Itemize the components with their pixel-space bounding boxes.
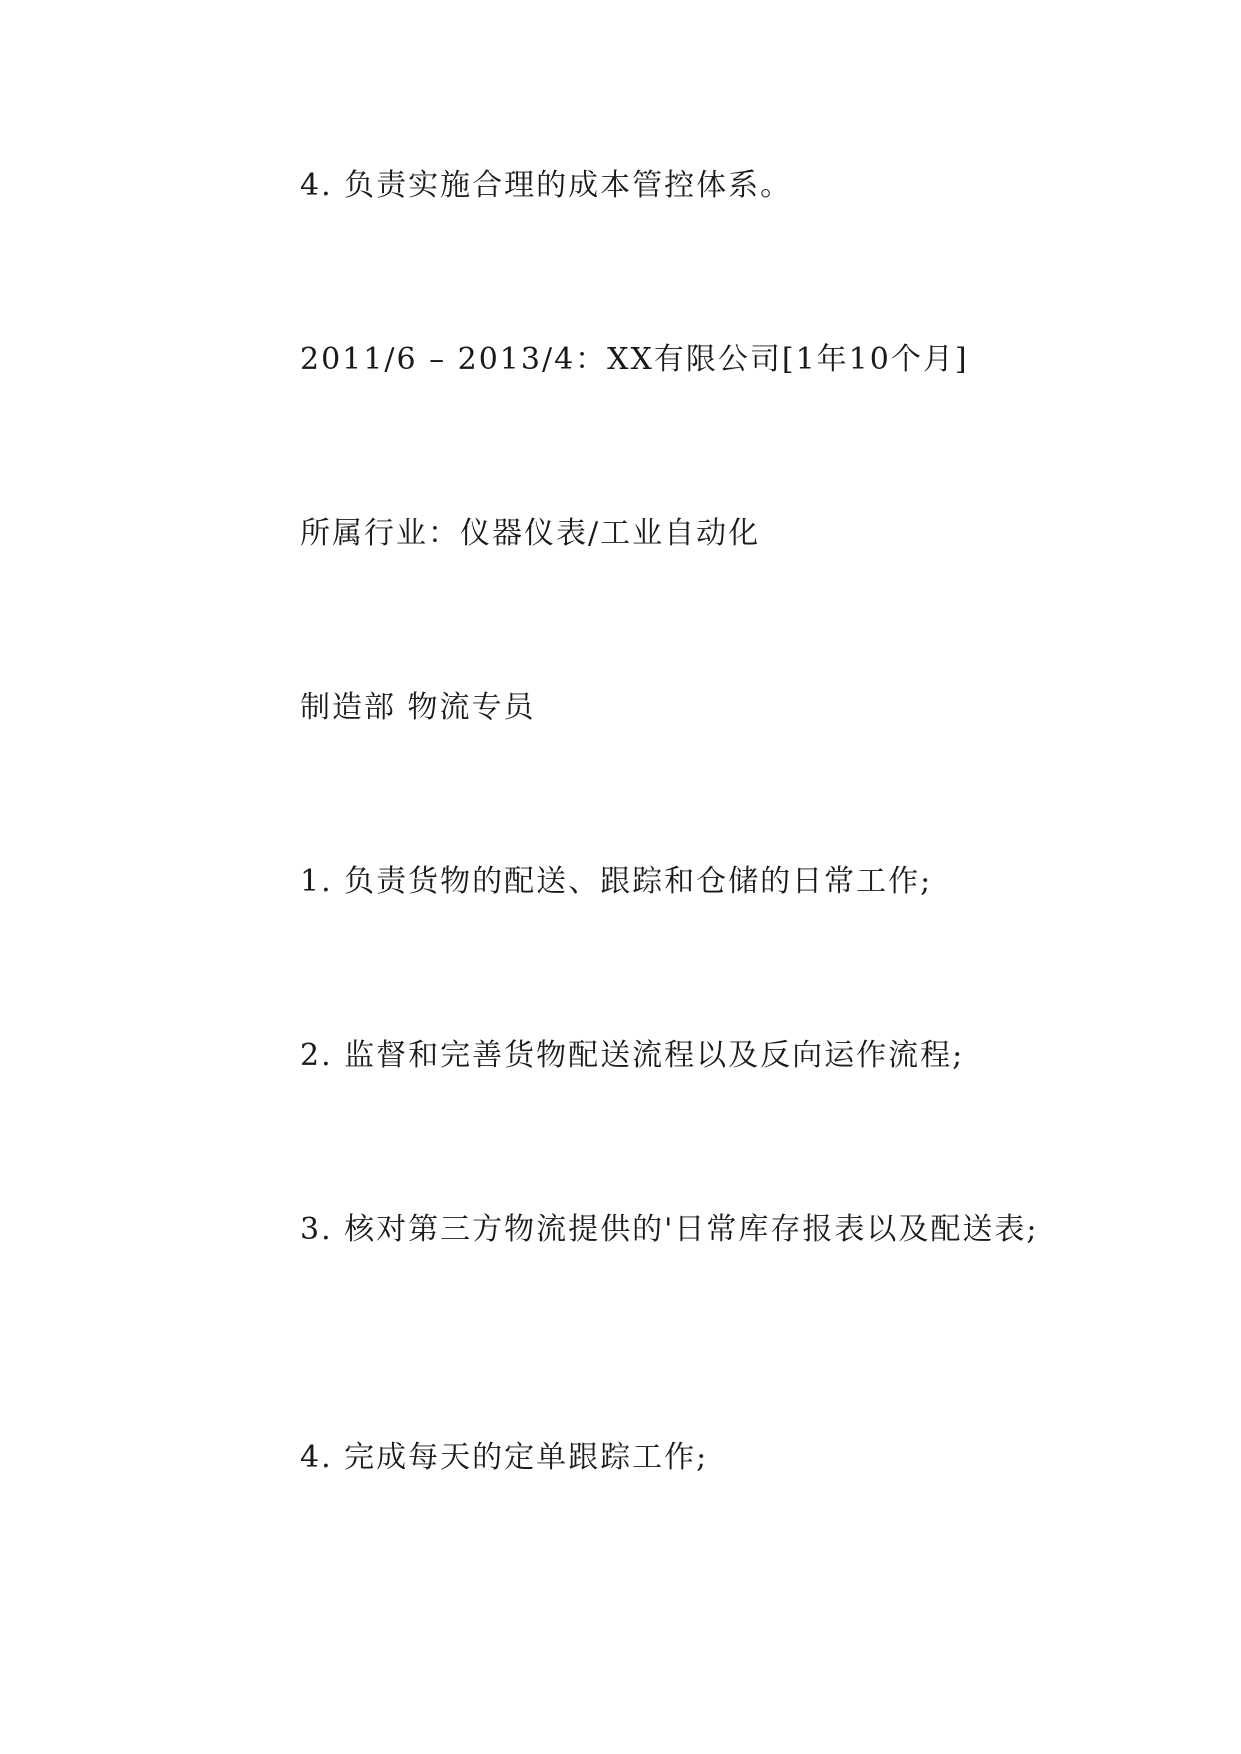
paragraph-duty-1: 1. 负责货物的配送、跟踪和仓储的日常工作;	[300, 864, 933, 899]
paragraph-cost-control: 4. 负责实施合理的成本管控体系。	[300, 168, 793, 203]
paragraph-duty-4: 4. 完成每天的定单跟踪工作;	[300, 1440, 709, 1475]
paragraph-duty-3: 3. 核对第三方物流提供的'日常库存报表以及配送表;	[300, 1212, 1039, 1247]
paragraph-industry: 所属行业：仪器仪表/工业自动化	[300, 516, 761, 551]
paragraph-department-role: 制造部 物流专员	[300, 690, 536, 725]
paragraph-duty-2: 2. 监督和完善货物配送流程以及反向运作流程;	[300, 1038, 965, 1073]
paragraph-employment-period: 2011/6 – 2013/4：XX有限公司[1年10个月]	[300, 342, 969, 377]
